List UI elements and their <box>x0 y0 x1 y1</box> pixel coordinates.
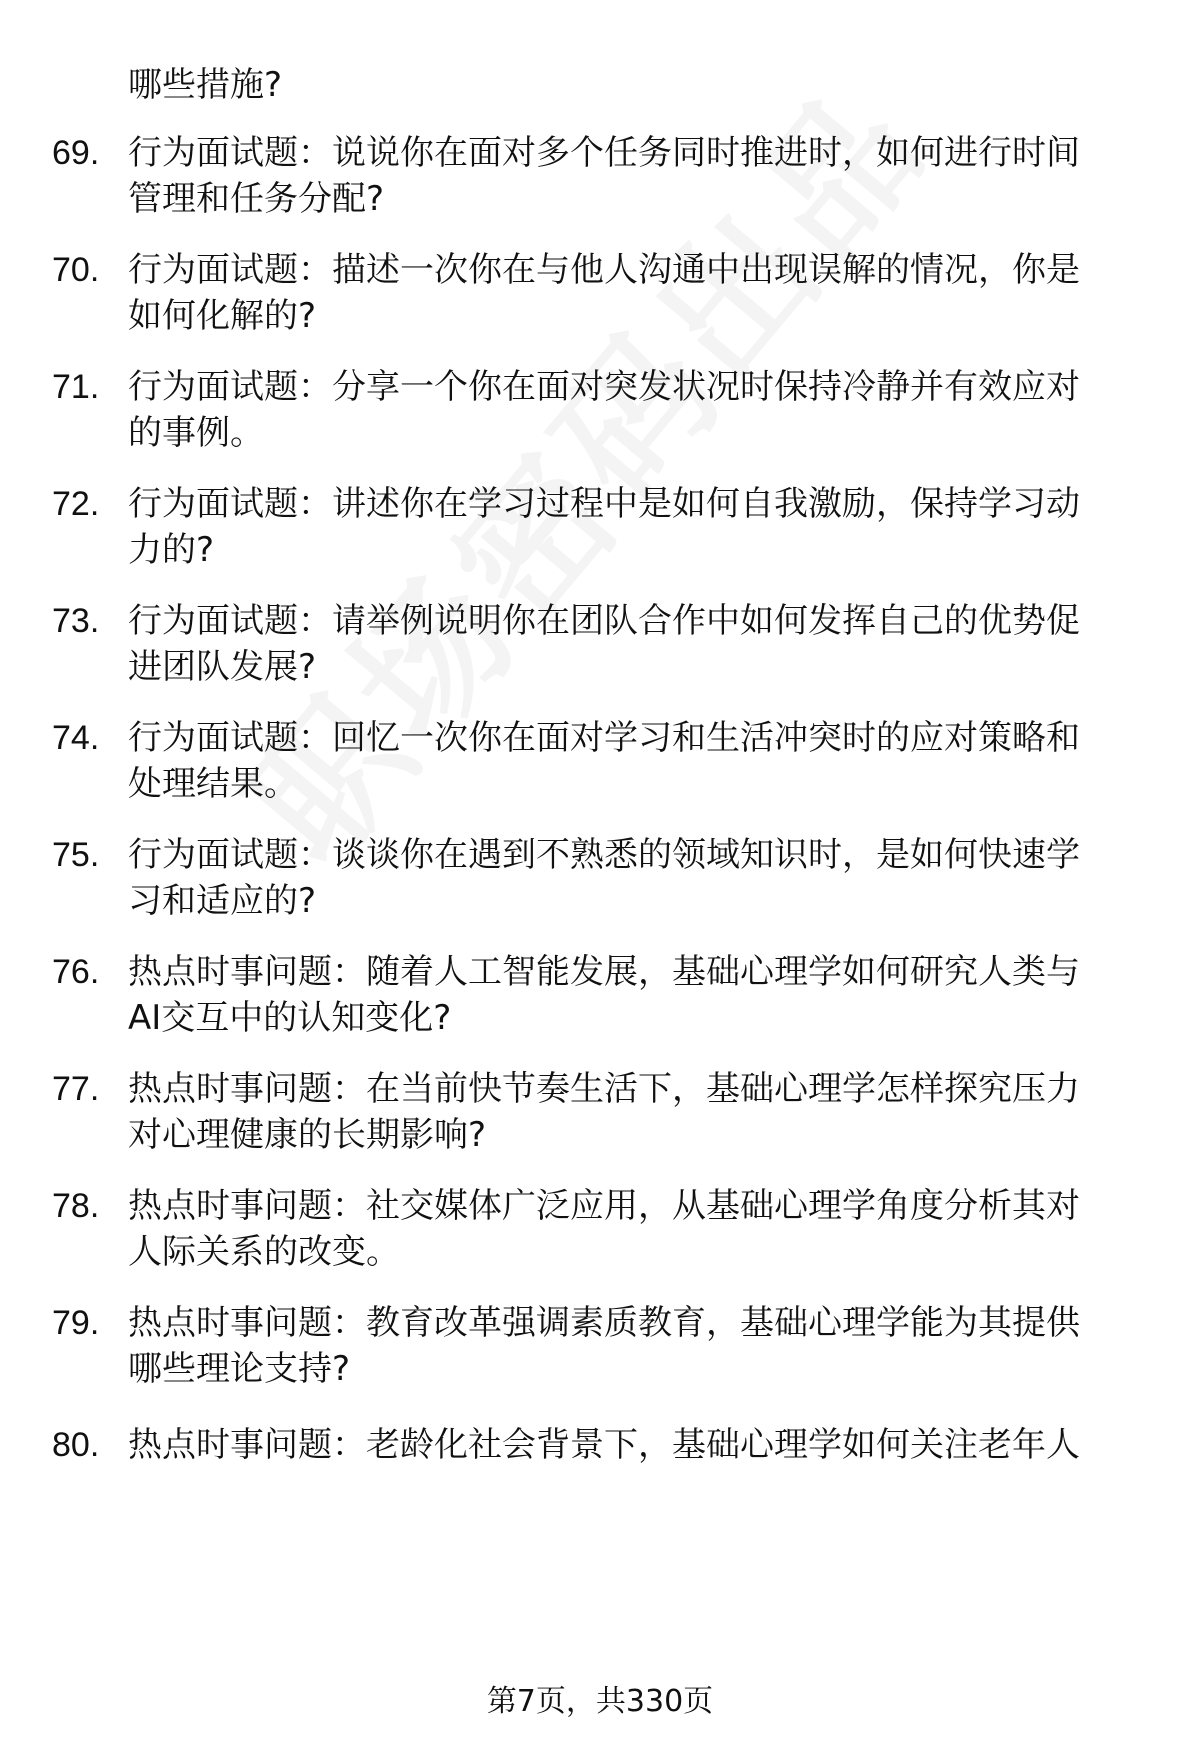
item-text <box>128 481 1138 573</box>
item-line: 热点时事问题：随着人工智能发展，基础心理学如何研究人类与 <box>128 952 1080 992</box>
item-line: 热点时事问题：社交媒体广泛应用，从基础心理学角度分析其对 <box>128 1186 1080 1226</box>
item-number: 74. <box>52 719 100 757</box>
item-number: 71. <box>52 368 100 406</box>
item-number: 69. <box>52 134 100 172</box>
item-text <box>128 364 1138 456</box>
item-line: 热点时事问题：在当前快节奏生活下，基础心理学怎样探究压力 <box>128 1069 1080 1109</box>
list-item <box>0 364 1200 464</box>
list-item <box>0 247 1200 347</box>
item-line: 进团队发展? <box>128 647 317 687</box>
item-number: 76. <box>52 953 100 991</box>
list-item <box>0 1183 1200 1283</box>
item-text <box>128 598 1138 690</box>
list-item <box>0 1422 1200 1522</box>
item-line: 行为面试题：分享一个你在面对突发状况时保持冷静并有效应对 <box>128 367 1080 407</box>
item-line: 习和适应的? <box>128 881 317 921</box>
list-item <box>0 598 1200 698</box>
item-line: 行为面试题：说说你在面对多个任务同时推进时，如何进行时间 <box>128 133 1080 173</box>
item-line: 力的? <box>128 530 215 570</box>
item-text <box>128 1422 1138 1468</box>
list-item <box>0 1300 1200 1400</box>
item-number: 78. <box>52 1187 100 1225</box>
item-line: 管理和任务分配? <box>128 179 385 219</box>
item-line: 处理结果。 <box>128 764 298 804</box>
item-line: 行为面试题：谈谈你在遇到不熟悉的领域知识时，是如何快速学 <box>128 835 1080 875</box>
item-line: AI交互中的认知变化? <box>128 998 452 1038</box>
item-text <box>128 1066 1138 1158</box>
item-text <box>128 949 1138 1041</box>
item-text <box>128 247 1138 339</box>
item-number: 77. <box>52 1070 100 1108</box>
list-item <box>0 949 1200 1049</box>
item-text <box>128 1183 1138 1275</box>
list-item <box>0 481 1200 581</box>
continuation-text: 哪些措施? <box>128 65 283 105</box>
list-item <box>0 1066 1200 1166</box>
item-number: 75. <box>52 836 100 874</box>
item-number: 72. <box>52 485 100 523</box>
item-line: 热点时事问题：教育改革强调素质教育，基础心理学能为其提供 <box>128 1303 1080 1343</box>
item-number: 73. <box>52 602 100 640</box>
item-number: 79. <box>52 1304 100 1342</box>
item-text <box>128 130 1138 222</box>
item-line: 行为面试题：回忆一次你在面对学习和生活冲突时的应对策略和 <box>128 718 1080 758</box>
item-line: 哪些理论支持? <box>128 1349 351 1389</box>
item-line: 如何化解的? <box>128 296 317 336</box>
item-line: 行为面试题：请举例说明你在团队合作中如何发挥自己的优势促 <box>128 601 1080 641</box>
item-line: 人际关系的改变。 <box>128 1232 400 1272</box>
item-text <box>128 832 1138 924</box>
item-line: 对心理健康的长期影响? <box>128 1115 487 1155</box>
item-number: 80. <box>52 1426 100 1464</box>
page-footer: 第7页，共330页 <box>486 1684 714 1719</box>
item-number: 70. <box>52 251 100 289</box>
item-line: 的事例。 <box>128 413 264 453</box>
list-item <box>0 832 1200 932</box>
item-text <box>128 715 1138 807</box>
list-item <box>0 130 1200 230</box>
item-line: 行为面试题：讲述你在学习过程中是如何自我激励，保持学习动 <box>128 484 1080 524</box>
item-line: 热点时事问题：老龄化社会背景下，基础心理学如何关注老年人 <box>128 1425 1080 1465</box>
list-item <box>0 715 1200 815</box>
item-line: 行为面试题：描述一次你在与他人沟通中出现误解的情况，你是 <box>128 250 1080 290</box>
item-text <box>128 1300 1138 1392</box>
